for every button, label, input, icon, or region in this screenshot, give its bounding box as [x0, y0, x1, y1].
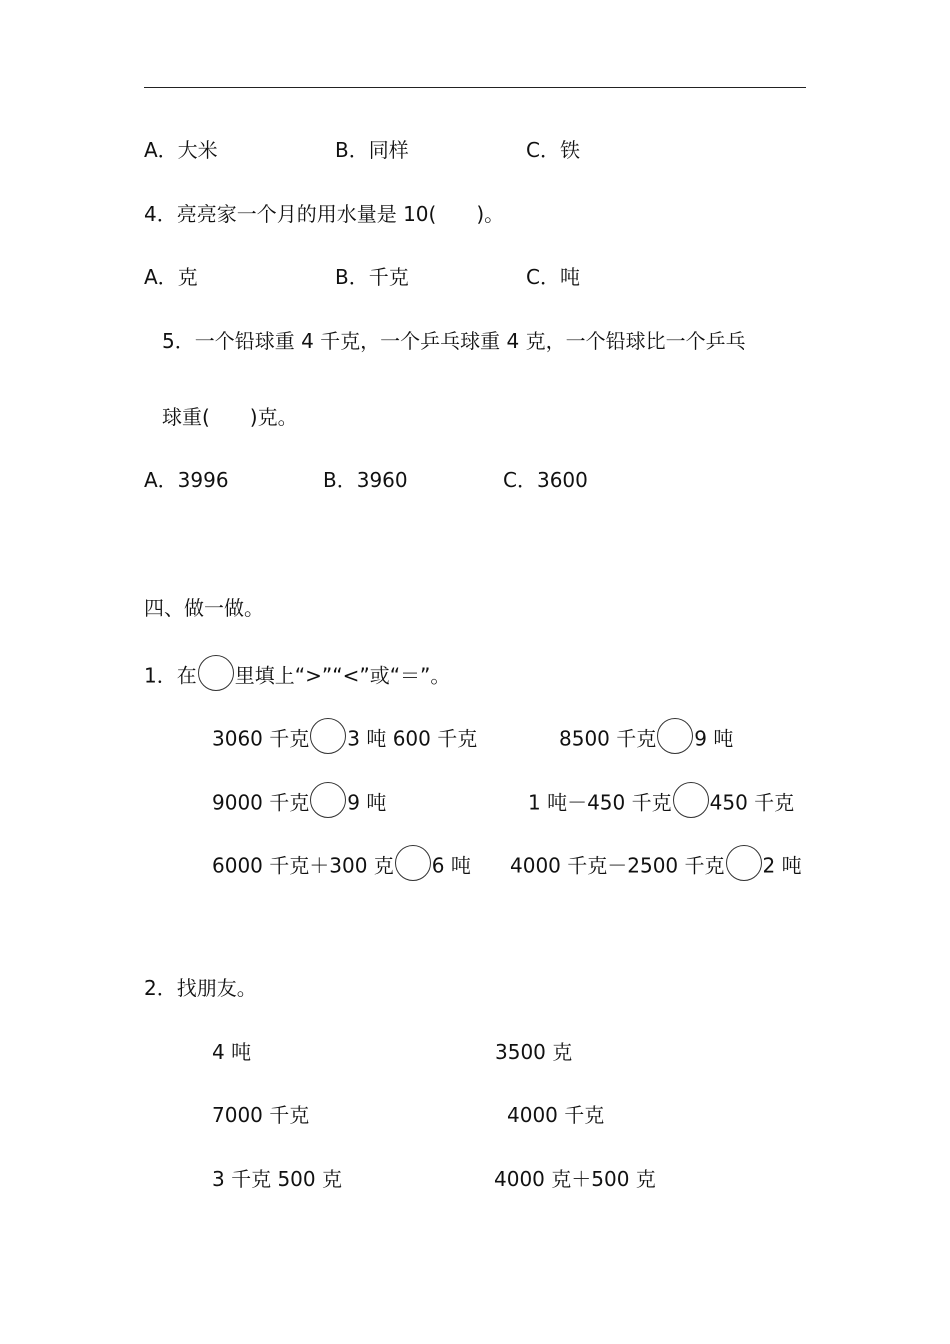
q4-option-c: C．吨 [526, 265, 580, 289]
q5-option-a: A．3996 [144, 468, 229, 492]
match-right-item[interactable]: 4000 千克 [507, 1103, 605, 1127]
q3-option-a: A．大米 [144, 138, 218, 162]
q5-option-b: B．3960 [323, 468, 408, 492]
q5-option-c: C．3600 [503, 468, 588, 492]
p2-title: 2．找朋友。 [144, 976, 257, 1000]
match-left-item[interactable]: 7000 千克 [212, 1103, 310, 1127]
q3-option-c: C．铁 [526, 138, 580, 162]
compare-right-2 [528, 786, 794, 822]
p1-suffix: 里填上“>”“<”或“＝”。 [234, 663, 451, 688]
q5-stem-line2: 球重( )克。 [162, 405, 298, 429]
compare-left-3-b: 6 吨 [431, 853, 471, 878]
compare-blank-circle[interactable] [310, 782, 346, 818]
compare-right-1-a: 8500 千克 [559, 726, 657, 751]
compare-right-3-b: 2 吨 [762, 853, 802, 878]
q5-stem-line1: 5．一个铅球重 4 千克，一个乒乓球重 4 克，一个铅球比一个乒乓 [162, 329, 746, 353]
compare-blank-circle[interactable] [395, 845, 431, 881]
compare-left-2-b: 9 吨 [347, 790, 387, 815]
compare-left-1 [212, 722, 477, 758]
compare-right-1 [559, 722, 733, 758]
match-right-item[interactable]: 3500 克 [495, 1040, 573, 1064]
compare-right-1-b: 9 吨 [694, 726, 734, 751]
header-rule [144, 87, 806, 88]
compare-blank-circle[interactable] [673, 782, 709, 818]
match-left-item[interactable]: 4 吨 [212, 1040, 252, 1064]
match-left-item[interactable]: 3 千克 500 克 [212, 1167, 342, 1191]
compare-left-1-a: 3060 千克 [212, 726, 310, 751]
p1-prefix: 1．在 [144, 663, 197, 688]
compare-right-3 [510, 849, 802, 885]
compare-left-3 [212, 849, 471, 885]
q4-stem: 4．亮亮家一个月的用水量是 10( )。 [144, 202, 505, 226]
compare-left-2-a: 9000 千克 [212, 790, 310, 815]
q4-option-a: A．克 [144, 265, 198, 289]
p1-instruction [144, 659, 450, 695]
compare-blank-circle[interactable] [726, 845, 762, 881]
compare-left-3-a: 6000 千克＋300 克 [212, 853, 394, 878]
compare-right-3-a: 4000 千克－2500 千克 [510, 853, 725, 878]
section-title: 四、做一做。 [144, 596, 264, 620]
match-right-item[interactable]: 4000 克＋500 克 [494, 1167, 656, 1191]
circle-icon [198, 655, 234, 691]
compare-blank-circle[interactable] [310, 718, 346, 754]
compare-blank-circle[interactable] [657, 718, 693, 754]
compare-left-1-b: 3 吨 600 千克 [347, 726, 478, 751]
compare-left-2 [212, 786, 386, 822]
compare-right-2-b: 450 千克 [709, 790, 795, 815]
q4-option-b: B．千克 [335, 265, 409, 289]
compare-right-2-a: 1 吨－450 千克 [528, 790, 672, 815]
q3-option-b: B．同样 [335, 138, 409, 162]
